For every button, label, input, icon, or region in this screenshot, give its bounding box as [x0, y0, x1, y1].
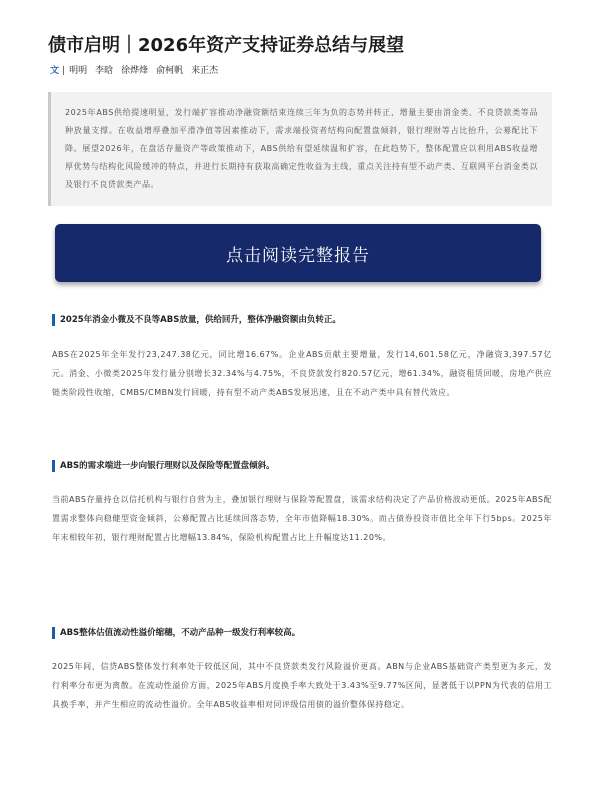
heading-accent-bar — [52, 460, 55, 472]
section-heading — [52, 459, 552, 473]
author-name: 明明 — [69, 66, 88, 76]
byline-lead: 文 — [50, 66, 60, 76]
section-valuation — [52, 626, 552, 714]
section-heading-text: ABS整体估值流动性溢价缩穗，不动产品种一级发行利率较高。 — [60, 628, 301, 638]
section-body: 2025年间，信贷ABS整体发行利率处于较低区间，其中不良贷款类发行风险溢价更高。ABN与企业ABS基础资产类型更为多元，发行利率分布更为离散。在流动性溢价方面，2025年ABS月度换手率大致处于3.43%至9.77%区间，显著低于以PPN为代表的信用工具换手率，并产生相应的流动性溢价。全年ABS收益率相对同评级信用债的溢价整体保持稳定。 — [52, 662, 552, 709]
section-heading-text: ABS的需求端进一步向银行理财以及保险等配置盘倾斜。 — [60, 461, 275, 471]
section-demand — [52, 459, 552, 547]
article-title: 债市启明｜2026年资产支持证券总结与展望 — [48, 35, 405, 56]
read-full-report-button[interactable] — [55, 224, 541, 282]
author-name: 徐烨烽 — [121, 66, 149, 76]
author-name: 来正杰 — [191, 66, 219, 76]
section-body: 当前ABS存量持仓以信托机构与银行自营为主，叠加银行理财与保险等配置盘，该需求结构决定了产品价格波动更低。2025年ABS配置需求整体向稳健型资金倾斜，公募配置占比延续回落态势，全年市值降幅18.30%。而占债券投资市值比全年下行5bps。2025年年末相较年初，银行理财配置占比增幅13.84%，保险机构配置占比上升幅度达11.20%。 — [52, 495, 552, 542]
section-body: ABS在2025年全年发行23,247.38亿元，同比增16.67%。企业ABS贡献主要增量，发行14,601.58亿元，净融资3,397.57亿元。消金、小微类2025年发行量分别增长32.34%与4.75%，不良贷款发行820.57亿元，增61.34%，融资租赁回暖，房地产供应链类阶段性收缩，CMBS/CMBN发行回暖，持有型不动产类ABS发展迅速，且在不动产类中具有替代效应。 — [52, 350, 552, 397]
byline-separator: | — [62, 66, 66, 76]
summary-text: 2025年ABS供给提速明显，发行端扩容推动净融资额结束连续三年为负的态势并转正，增量主要由消金类、不良贷款类等品种放量支撑。在收益增厚叠加平滑净值等因素推动下，需求端投资者结构向配置盘倾斜，银行理财等占比抬升，公募配比下降。展望2026年，在盘活存量资产等政策推动下，ABS供给有望延续温和扩容，在此趋势下，整体配置应以利用ABS收益增厚优势与结构化风险缓冲的特点，并进行长期持有获取高确定性收益为主线，重点关注持有型不动产类、互联网平台消金类以及银行不良贷款类产品。 — [65, 108, 538, 189]
heading-accent-bar — [52, 314, 55, 326]
byline — [50, 64, 226, 78]
section-supply — [52, 313, 552, 402]
summary-box — [48, 92, 552, 206]
heading-accent-bar — [52, 627, 55, 639]
summary-accent-bar — [48, 92, 51, 206]
read-full-report-label: 点击阅读完整报告 — [226, 245, 370, 266]
author-name: 李晗 — [95, 66, 114, 76]
section-heading — [52, 626, 552, 640]
section-heading-text: 2025年消金小微及不良等ABS放量，供给回升，整体净融资额由负转正。 — [60, 315, 341, 325]
section-heading — [52, 313, 552, 327]
author-name: 俞柯帆 — [156, 66, 184, 76]
